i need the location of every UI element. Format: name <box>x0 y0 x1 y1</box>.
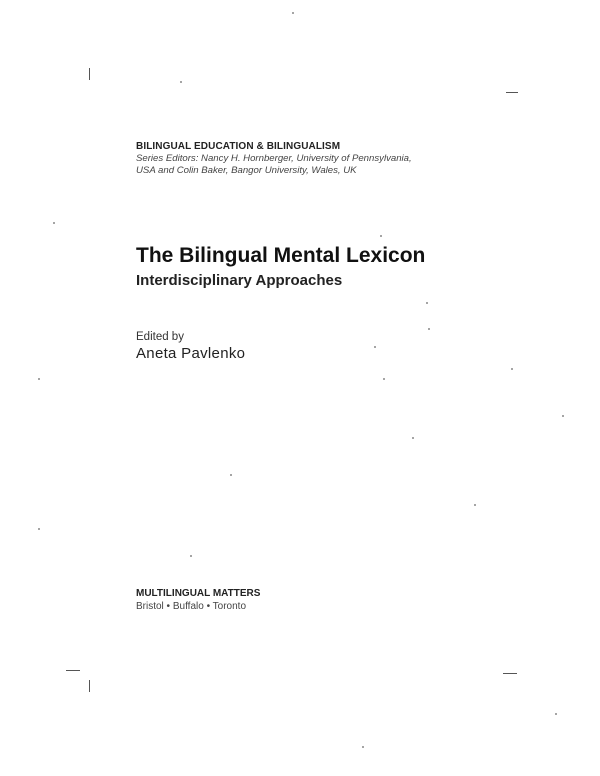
publisher-cities: Bristol • Buffalo • Toronto <box>136 601 247 612</box>
series-info <box>136 140 476 177</box>
crop-mark-bottom-left-v <box>89 680 90 692</box>
crop-mark-bottom-right <box>503 673 517 674</box>
scan-speck <box>190 555 192 557</box>
crop-mark-top-left <box>89 68 90 80</box>
series-editors-line-1: Series Editors: Nancy H. Hornberger, University of Pennsylvania, <box>136 153 412 164</box>
scan-speck <box>38 378 40 380</box>
crop-mark-bottom-left-h <box>66 670 80 671</box>
scan-speck <box>380 235 382 237</box>
book-title: The Bilingual Mental Lexicon <box>136 244 426 267</box>
scan-speck <box>53 222 55 224</box>
scan-speck <box>362 746 364 748</box>
scan-speck <box>511 368 513 370</box>
editor-name: Aneta Pavlenko <box>136 345 246 362</box>
crop-mark-top-right <box>506 92 518 93</box>
publisher-name: MULTILINGUAL MATTERS <box>136 588 261 599</box>
scan-speck <box>38 528 40 530</box>
scan-speck <box>383 378 385 380</box>
scan-speck <box>555 713 557 715</box>
scan-speck <box>562 415 564 417</box>
scan-speck <box>230 474 232 476</box>
title-block <box>136 243 516 291</box>
scan-speck <box>292 12 294 14</box>
publisher-info <box>136 587 436 613</box>
scan-speck <box>374 346 376 348</box>
scan-speck <box>474 504 476 506</box>
editor-info <box>136 330 436 364</box>
edited-by-label: Edited by <box>136 331 184 343</box>
scan-speck <box>426 302 428 304</box>
scan-speck <box>180 81 182 83</box>
series-name: BILINGUAL EDUCATION & BILINGUALISM <box>136 141 341 152</box>
book-subtitle: Interdisciplinary Approaches <box>136 272 343 289</box>
series-editors-line-2: USA and Colin Baker, Bangor University, Wales, UK <box>136 165 357 176</box>
scan-speck <box>428 328 430 330</box>
scan-speck <box>412 437 414 439</box>
